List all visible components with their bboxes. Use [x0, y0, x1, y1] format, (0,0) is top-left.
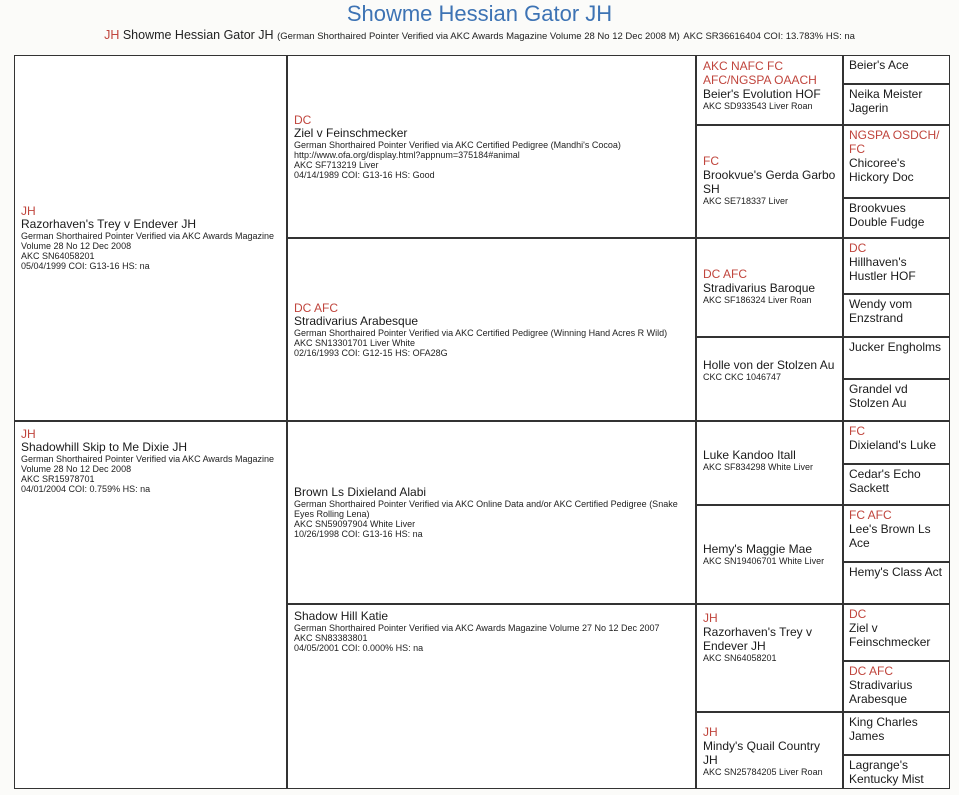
great-grandparent-info: CKC CKC 1046747: [703, 372, 782, 382]
great-grandparent-card-7[interactable]: [696, 712, 843, 789]
sire-name: Razorhaven's Trey v Endever JH: [21, 217, 197, 231]
gen4-name: Brookvues Double Fudge: [849, 201, 925, 229]
grandparent-card-0[interactable]: [287, 55, 696, 238]
dam-info-1: AKC SR15978701: [21, 474, 95, 484]
great-grandparent-card-3[interactable]: [696, 337, 843, 421]
gen4-card-11[interactable]: [843, 562, 950, 604]
gen4-card-2[interactable]: [843, 125, 950, 198]
great-grandparent-titles: DC AFC: [703, 267, 748, 281]
great-grandparent-titles: JH: [703, 725, 718, 739]
grandparent-card-1[interactable]: [287, 238, 696, 421]
great-grandparent-name: Beier's Evolution HOF: [703, 87, 821, 101]
sire-info-2: 05/04/1999 COI: G13-16 HS: na: [21, 261, 150, 271]
gen4-titles: FC AFC: [849, 508, 892, 522]
gen4-name: Stradivarius Arabesque: [849, 678, 913, 706]
page-title: Showme Hessian Gator JH: [346, 1, 613, 26]
great-grandparent-info: AKC SN25784205 Liver Roan: [703, 767, 823, 777]
grandparent-info: AKC SN59097904 White Liver: [294, 519, 416, 529]
gen4-name: Beier's Ace: [849, 58, 909, 72]
gen4-card-7[interactable]: [843, 379, 950, 421]
gen4-card-0[interactable]: [843, 55, 950, 84]
grandparent-card-2[interactable]: [287, 421, 696, 604]
grandparent-titles: DC: [294, 112, 312, 127]
gen4-card-6[interactable]: [843, 337, 950, 379]
gen4-titles: NGSPA OSDCH/ FC: [849, 128, 940, 156]
gen4-card-15[interactable]: [843, 755, 950, 789]
gen4-card-13[interactable]: [843, 661, 950, 712]
great-grandparent-info: AKC SN64058201: [703, 653, 777, 663]
gen4-card-4[interactable]: [843, 238, 950, 294]
great-grandparent-titles: JH: [703, 611, 718, 625]
great-grandparent-card-4[interactable]: [696, 421, 843, 505]
great-grandparent-card-5[interactable]: [696, 505, 843, 604]
dam-titles: JH: [21, 427, 36, 441]
gen4-name: Chicoree's Hickory Doc: [849, 156, 914, 184]
great-grandparent-titles: AKC NAFC FC AFC/NGSPA OAACH: [703, 59, 817, 87]
gen4-name: Ziel v Feinschmecker: [849, 621, 931, 649]
sire-info-0: German Shorthaired Pointer Verified via AKC Awards Magazine Volume 28 No 12 Dec 2008: [21, 231, 274, 251]
subject-detail: (German Shorthaired Pointer Verified via AKC Awards Magazine Volume 28 No 12 Dec 2008 M): [277, 31, 680, 42]
gen4-card-3[interactable]: [843, 198, 950, 238]
dam-info-0: German Shorthaired Pointer Verified via AKC Awards Magazine Volume 28 No 12 Dec 2008: [21, 454, 274, 474]
gen4-card-14[interactable]: [843, 712, 950, 755]
great-grandparent-name: Hemy's Maggie Mae: [703, 542, 812, 556]
great-grandparent-name: Brookvue's Gerda Garbo SH: [703, 168, 836, 196]
gen4-titles: DC AFC: [849, 664, 894, 678]
great-grandparent-name: Stradivarius Baroque: [703, 281, 816, 295]
gen4-card-12[interactable]: [843, 604, 950, 661]
gen4-card-5[interactable]: [843, 294, 950, 337]
great-grandparent-name: Luke Kandoo Itall: [703, 448, 796, 462]
gen4-name: Wendy vom Enzstrand: [849, 297, 913, 325]
subject-registration: AKC SR36616404 COI: 13.783% HS: na: [683, 31, 855, 42]
grandparent-info: German Shorthaired Pointer Verified via AKC Online Data and/or AKC Certified Pedigree (Snake Eyes Rolling Lena): [294, 499, 678, 519]
great-grandparent-name: Holle von der Stolzen Au: [703, 358, 835, 372]
grandparent-info: German Shorthaired Pointer Verified via AKC Certified Pedigree (Mandhi's Cocoa): [294, 139, 621, 150]
great-grandparent-name: Razorhaven's Trey v Endever JH: [703, 625, 813, 653]
grandparent-info: German Shorthaired Pointer Verified via AKC Certified Pedigree (Winning Hand Acres R Wild): [294, 327, 668, 338]
subject-titles: JH: [104, 28, 120, 42]
gen4-name: Dixieland's Luke: [849, 438, 937, 452]
gen4-name: Lee's Brown Ls Ace: [849, 522, 931, 550]
great-grandparent-card-2[interactable]: [696, 238, 843, 337]
gen4-card-10[interactable]: [843, 505, 950, 562]
great-grandparent-info: AKC SE718337 Liver: [703, 196, 789, 206]
great-grandparent-titles: FC: [703, 154, 719, 168]
great-grandparent-info: AKC SD933543 Liver Roan: [703, 101, 813, 111]
grandparent-name: Brown Ls Dixieland Alabi: [294, 485, 427, 499]
sire-info-1: AKC SN64058201: [21, 251, 95, 261]
grandparent-info: AKC SF713219 Liver: [294, 159, 379, 170]
dam-card[interactable]: [14, 421, 287, 789]
grandparent-name: Stradivarius Arabesque: [294, 313, 419, 328]
dam-name: Shadowhill Skip to Me Dixie JH: [21, 440, 188, 454]
gen4-name: Cedar's Echo Sackett: [849, 467, 921, 495]
gen4-titles: FC: [849, 424, 865, 438]
pedigree-subtitle: [0, 27, 959, 45]
gen4-name: King Charles James: [849, 715, 918, 743]
grandparent-info: http://www.ofa.org/display.html?appnum=375184#animal: [294, 149, 520, 160]
gen4-name: Hemy's Class Act: [849, 565, 942, 579]
grandparent-info: AKC SN83383801: [294, 633, 368, 643]
sire-card[interactable]: [14, 55, 287, 421]
gen4-titles: DC: [849, 241, 867, 255]
grandparent-info: AKC SN13301701 Liver White: [294, 337, 416, 348]
great-grandparent-info: AKC SF834298 White Liver: [703, 462, 814, 472]
gen4-card-1[interactable]: [843, 84, 950, 125]
gen4-name: Lagrange's Kentucky Mist: [849, 758, 924, 786]
subject-name: Showme Hessian Gator JH: [122, 28, 274, 42]
grandparent-titles: DC AFC: [294, 300, 339, 315]
great-grandparent-card-6[interactable]: [696, 604, 843, 712]
gen4-name: Neika Meister Jagerin: [849, 87, 923, 115]
grandparent-name: Ziel v Feinschmecker: [294, 125, 408, 140]
great-grandparent-info: AKC SN19406701 White Liver: [703, 556, 825, 566]
gen4-name: Grandel vd Stolzen Au: [849, 382, 908, 410]
gen4-card-9[interactable]: [843, 464, 950, 505]
gen4-name: Jucker Engholms: [849, 340, 942, 354]
great-grandparent-info: AKC SF186324 Liver Roan: [703, 295, 812, 305]
dam-info-2: 04/01/2004 COI: 0.759% HS: na: [21, 484, 151, 494]
sire-titles: JH: [21, 204, 36, 218]
great-grandparent-card-1[interactable]: [696, 125, 843, 238]
great-grandparent-name: Mindy's Quail Country JH: [703, 739, 820, 767]
grandparent-name: Shadow Hill Katie: [294, 609, 389, 623]
grandparent-info: 04/14/1989 COI: G13-16 HS: Good: [294, 169, 435, 180]
grandparent-info: 04/05/2001 COI: 0.000% HS: na: [294, 643, 424, 653]
gen4-name: Hillhaven's Hustler HOF: [849, 255, 916, 283]
grandparent-card-3[interactable]: [287, 604, 696, 789]
gen4-card-8[interactable]: [843, 421, 950, 464]
gen4-titles: DC: [849, 607, 867, 621]
great-grandparent-card-0[interactable]: [696, 55, 843, 125]
grandparent-info: 02/16/1993 COI: G12-15 HS: OFA28G: [294, 347, 448, 358]
grandparent-info: German Shorthaired Pointer Verified via AKC Awards Magazine Volume 27 No 12 Dec 2007: [294, 623, 660, 633]
grandparent-info: 10/26/1998 COI: G13-16 HS: na: [294, 529, 423, 539]
